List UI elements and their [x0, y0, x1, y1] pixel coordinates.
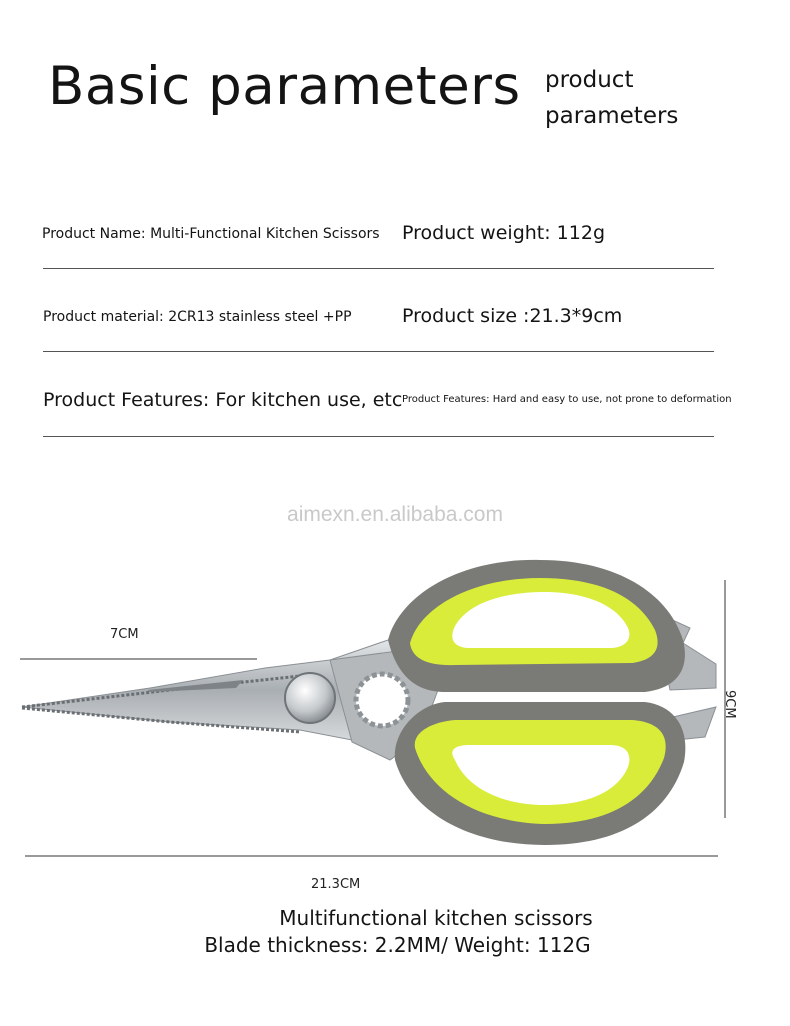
scissors-lower-handle — [395, 702, 686, 845]
watermark: aimexn.en.alibaba.com — [287, 503, 503, 526]
param-product-material: Product material: 2CR13 stainless steel +PP — [43, 309, 352, 325]
total-length-label: 21.3CM — [311, 877, 361, 892]
subtitle-line-2: parameters — [545, 103, 679, 129]
caption-line-2: Blade thickness: 2.2MM/ Weight: 112G — [204, 933, 591, 957]
caption-line-1: Multifunctional kitchen scissors — [279, 906, 593, 930]
param-product-size: Product size :21.3*9cm — [402, 305, 623, 327]
pivot-screw — [285, 673, 335, 723]
scissors-upper-handle — [388, 560, 685, 692]
height-label: 9CM — [722, 690, 737, 719]
param-product-features-use: Product Features: For kitchen use, etc — [43, 389, 403, 411]
param-product-weight: Product weight: 112g — [402, 222, 606, 244]
page-title: Basic parameters — [48, 56, 521, 117]
param-product-name: Product Name: Multi-Functional Kitchen Scissors — [42, 226, 380, 242]
subtitle-line-1: product — [545, 67, 634, 93]
param-product-features-quality: Product Features: Hard and easy to use, not prone to deformation — [402, 394, 732, 405]
blade-length-label: 7CM — [110, 627, 139, 642]
